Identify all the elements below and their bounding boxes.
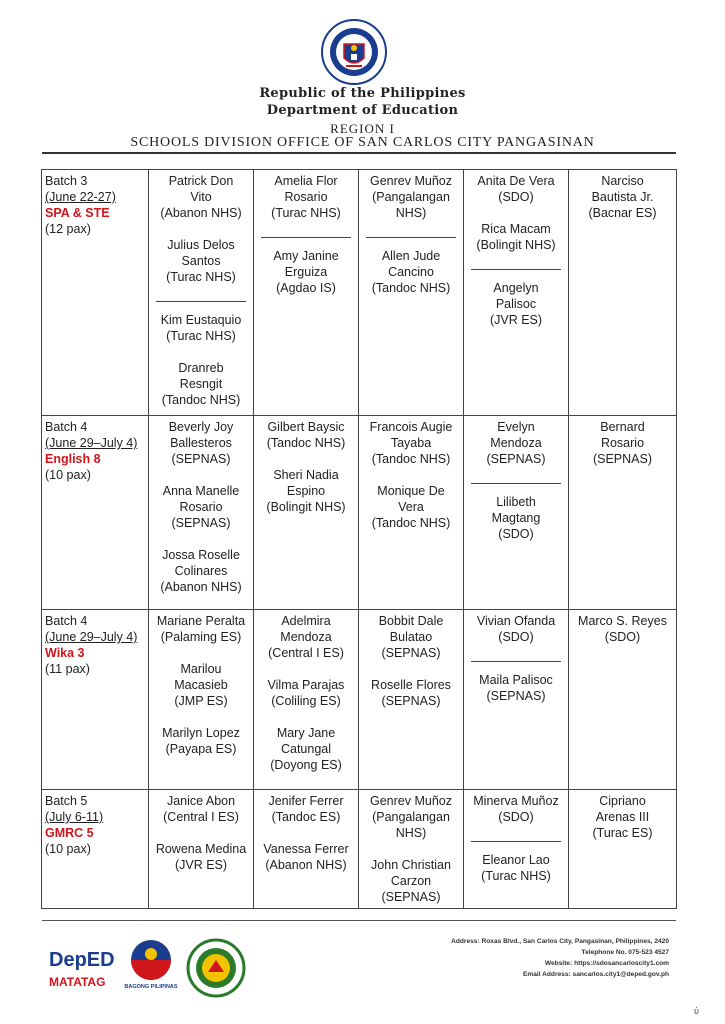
email-text: Email Address: sancarlos.city1@deped.gov.ph <box>522 971 669 978</box>
participant-line: Minerva Muñoz <box>473 794 559 808</box>
region-heading: REGION I <box>330 121 395 136</box>
batch-pax: (10 pax) <box>45 842 91 856</box>
participant-line: Rowena Medina <box>155 842 247 856</box>
participant-line: (Tandoc NHS) <box>266 436 346 450</box>
participant-entry <box>467 793 565 825</box>
participant-entry <box>257 677 355 709</box>
assignment-cell <box>464 170 569 416</box>
batch-dates: (June 29–July 4) <box>45 630 138 644</box>
participant-line: Genrev Muñoz <box>370 174 452 188</box>
assignment-cell <box>149 170 254 416</box>
batch-pax: (10 pax) <box>45 468 91 482</box>
assignment-cell <box>464 610 569 790</box>
participant-entry <box>467 280 565 328</box>
participant-line: Genrev Muñoz <box>370 794 452 808</box>
participant-line: (Pangalangan <box>372 810 450 824</box>
participant-line: Allen Jude <box>381 249 441 263</box>
participant-line: Maila Palisoc <box>479 673 553 687</box>
participant-entry <box>152 360 250 408</box>
cell-divider <box>261 237 351 238</box>
participant-line: (SEPNAS) <box>592 452 653 466</box>
participant-line: (JVR ES) <box>174 858 228 872</box>
participant-line: (Abanon NHS) <box>160 580 242 594</box>
batch-cell <box>42 610 149 790</box>
participant-line: (SDO) <box>604 630 641 644</box>
participant-line: Espino <box>286 484 326 498</box>
participant-line: Kim Eustaquio <box>160 313 242 327</box>
participant-line: Cipriano <box>599 794 646 808</box>
assignment-table <box>41 169 677 909</box>
participant-line: Anna Manelle <box>162 484 240 498</box>
participant-line: Rosario <box>284 190 328 204</box>
batch-cell <box>42 790 149 909</box>
participant-entry <box>152 841 250 873</box>
participant-entry <box>257 793 355 825</box>
participant-line: Arenas III <box>595 810 650 824</box>
participant-line: (Tandoc NHS) <box>371 452 451 466</box>
footer-rule <box>42 920 676 921</box>
department-heading: Department of Education <box>266 103 459 118</box>
batch-subject: English 8 <box>45 452 101 466</box>
telephone-text: Telephone No. 075-523 4527 <box>581 949 669 956</box>
participant-line: John Christian <box>371 858 451 872</box>
participant-line: (SEPNAS) <box>381 694 441 708</box>
participant-line: (SDO) <box>498 810 534 824</box>
participant-line: (SEPNAS) <box>486 689 546 703</box>
division-heading: SCHOOLS DIVISION OFFICE OF SAN CARLOS CITY PANGASINAN <box>130 135 595 150</box>
participant-entry <box>362 857 460 905</box>
participant-line: Vera <box>398 500 424 514</box>
batch-pax: (12 pax) <box>45 222 91 236</box>
participant-entry <box>572 613 673 645</box>
bagong-pilipinas-logo <box>124 938 179 990</box>
participant-entry <box>257 467 355 515</box>
batch-row <box>42 416 677 610</box>
participant-entry <box>152 237 250 285</box>
participant-entry <box>257 248 355 296</box>
participant-line: (Turac NHS) <box>481 869 551 883</box>
assignment-cell <box>569 790 677 909</box>
participant-line: Mendoza <box>280 630 332 644</box>
participant-entry <box>152 725 250 757</box>
participant-entry <box>152 661 250 709</box>
participant-line: Dranreb <box>178 361 224 375</box>
participant-line: Bulatao <box>389 630 433 644</box>
participant-line: (SDO) <box>498 527 534 541</box>
participant-line: Marco S. Reyes <box>578 614 667 628</box>
participant-line: (Abanon NHS) <box>265 858 347 872</box>
participant-entry <box>467 221 565 253</box>
participant-line: (Turac ES) <box>592 826 653 840</box>
participant-line: Rica Macam <box>481 222 551 236</box>
participant-entry <box>257 173 355 221</box>
participant-line: Anita De Vera <box>477 174 555 188</box>
participant-line: NHS) <box>395 826 427 840</box>
participant-line: Bautista Jr. <box>591 190 654 204</box>
participant-line: Janice Abon <box>166 794 236 808</box>
assignment-cell <box>149 790 254 909</box>
participant-entry <box>152 419 250 467</box>
participant-line: (Payapa ES) <box>165 742 237 756</box>
participant-entry <box>362 793 460 841</box>
participant-line: (Agdao IS) <box>276 281 336 295</box>
participant-line: (SDO) <box>498 190 534 204</box>
participant-line: Colinares <box>174 564 228 578</box>
participant-line: Gilbert Baysic <box>267 420 345 434</box>
participant-line: Resngit <box>179 377 223 391</box>
participant-line: Ballesteros <box>170 436 232 450</box>
participant-entry <box>152 613 250 645</box>
assignment-cell <box>464 790 569 909</box>
assignment-cell <box>569 610 677 790</box>
participant-entry <box>257 419 355 451</box>
batch-cell <box>42 416 149 610</box>
participant-entry <box>467 852 565 884</box>
batch-dates: (June 22-27) <box>45 190 116 204</box>
participant-line: Rosario <box>179 500 223 514</box>
participant-entry <box>572 793 673 841</box>
participant-line: Magtang <box>491 511 541 525</box>
participant-line: (Central I ES) <box>268 646 344 660</box>
participant-line: (JMP ES) <box>174 694 228 708</box>
batch-subject: Wika 3 <box>45 646 85 660</box>
participant-line: (JVR ES) <box>489 313 543 327</box>
participant-entry <box>467 672 565 704</box>
participant-line: Palisoc <box>495 297 537 311</box>
footer-address-block <box>451 936 669 980</box>
participant-line: Eleanor Lao <box>482 853 550 867</box>
participant-line: Mendoza <box>490 436 542 450</box>
participant-line: Rosario <box>600 436 645 450</box>
batch-pax: (11 pax) <box>45 662 90 676</box>
participant-entry <box>467 494 565 542</box>
participant-line: Evelyn <box>497 420 535 434</box>
participant-line: (Turac NHS) <box>271 206 341 220</box>
participant-line: Vanessa Ferrer <box>263 842 349 856</box>
participant-line: Vivian Ofanda <box>476 614 556 628</box>
assignment-cell <box>359 610 464 790</box>
participant-line: (Doyong ES) <box>270 758 342 772</box>
batch-subject: GMRC 5 <box>45 826 94 840</box>
participant-line: (Abanon NHS) <box>160 206 242 220</box>
participant-entry <box>362 173 460 221</box>
participant-line: Mary Jane <box>276 726 336 740</box>
assignment-cell <box>359 416 464 610</box>
participant-line: Marilyn Lopez <box>162 726 240 740</box>
participant-entry <box>257 613 355 661</box>
participant-entry <box>152 312 250 344</box>
participant-entry <box>572 419 673 467</box>
participant-entry <box>467 419 565 467</box>
cell-divider <box>471 269 561 270</box>
batch-label: Batch 5 <box>45 794 88 808</box>
participant-line: (Tandoc NHS) <box>161 393 241 407</box>
participant-line: Patrick Don <box>168 174 234 188</box>
participant-line: Julius Delos <box>167 238 235 252</box>
assignment-cell <box>359 790 464 909</box>
website-text: Website: https://sdosancarloscity1.com <box>544 960 669 967</box>
participant-entry <box>362 248 460 296</box>
participant-line: Vilma Parajas <box>267 678 345 692</box>
participant-line: Santos <box>181 254 221 268</box>
participant-line: (Tandoc NHS) <box>371 516 451 530</box>
participant-line: Carzon <box>390 874 432 888</box>
division-office-seal <box>186 938 246 998</box>
participant-line: Amy Janine <box>273 249 339 263</box>
participant-line: Angelyn <box>493 281 539 295</box>
address-text: Address: Roxas Blvd., San Carlos City, Pangasinan, Philippines, 2420 <box>451 938 669 945</box>
participant-line: (SEPNAS) <box>381 890 441 904</box>
participant-entry <box>467 173 565 205</box>
participant-line: (Palaming ES) <box>160 630 242 644</box>
participant-line: Sheri Nadia <box>273 468 339 482</box>
participant-entry <box>362 419 460 467</box>
assignment-cell <box>569 416 677 610</box>
participant-line: Macasieb <box>174 678 228 692</box>
participant-line: Cancino <box>388 265 434 279</box>
participant-entry <box>257 841 355 873</box>
matatag-wordmark: MATATAG <box>49 975 106 989</box>
participant-line: Adelmira <box>281 614 331 628</box>
assignment-cell <box>464 416 569 610</box>
deped-seal-logo <box>320 18 388 86</box>
participant-line: (SEPNAS) <box>171 452 231 466</box>
participant-line: Tayaba <box>390 436 432 450</box>
header-rule <box>42 152 676 154</box>
republic-heading: Republic of the Philippines <box>259 86 466 101</box>
bagong-pilipinas-text: BAGONG PILIPINAS <box>124 984 178 990</box>
participant-entry <box>152 793 250 825</box>
batch-dates: (June 29–July 4) <box>45 436 138 450</box>
participant-entry <box>467 613 565 645</box>
participant-line: (SDO) <box>498 630 534 644</box>
participant-entry <box>152 483 250 531</box>
participant-line: (SEPNAS) <box>486 452 546 466</box>
assignment-cell <box>254 416 359 610</box>
participant-line: Francois Augie <box>369 420 453 434</box>
participant-entry <box>362 677 460 709</box>
batch-cell <box>42 170 149 416</box>
participant-line: Bernard <box>600 420 645 434</box>
participant-line: (Coliling ES) <box>271 694 341 708</box>
participant-entry <box>152 173 250 221</box>
participant-entry <box>257 725 355 773</box>
participant-entry <box>572 173 673 221</box>
assignment-cell <box>149 610 254 790</box>
participant-line: Jenifer Ferrer <box>268 794 344 808</box>
participant-line: Jossa Roselle <box>162 548 240 562</box>
batch-row <box>42 790 677 909</box>
participant-line: (Pangalangan <box>372 190 450 204</box>
cell-divider <box>471 661 561 662</box>
participant-line: (Bacnar ES) <box>588 206 657 220</box>
assignment-cell <box>254 790 359 909</box>
participant-line: Roselle Flores <box>371 678 451 692</box>
participant-line: Beverly Joy <box>168 420 234 434</box>
participant-line: Vito <box>190 190 212 204</box>
participant-line: (SEPNAS) <box>171 516 231 530</box>
participant-line: (Tandoc ES) <box>271 810 341 824</box>
cell-divider <box>156 301 246 302</box>
batch-subject: SPA & STE <box>45 206 110 220</box>
participant-line: Erguiza <box>284 265 328 279</box>
participant-entry <box>362 613 460 661</box>
participant-line: Mariane Peralta <box>156 614 246 628</box>
participant-line: (SEPNAS) <box>381 646 441 660</box>
assignment-cell <box>569 170 677 416</box>
participant-line: Catungal <box>280 742 332 756</box>
participant-line: Monique De <box>377 484 445 498</box>
batch-label: Batch 4 <box>45 614 88 628</box>
participant-line: (Bolingit NHS) <box>266 500 346 514</box>
participant-line: Bobbit Dale <box>378 614 444 628</box>
participant-line: Narciso <box>601 174 644 188</box>
cell-divider <box>471 483 561 484</box>
assignment-cell <box>254 170 359 416</box>
participant-line: (Turac NHS) <box>166 270 236 284</box>
participant-line: (Turac NHS) <box>166 329 236 343</box>
batch-dates: (July 6-11) <box>45 810 104 824</box>
batch-label: Batch 4 <box>45 420 88 434</box>
assignment-cell <box>254 610 359 790</box>
participant-line: (Central I ES) <box>163 810 239 824</box>
batch-row <box>42 610 677 790</box>
assignment-cell <box>149 416 254 610</box>
deped-wordmark: DepED <box>49 949 115 971</box>
participant-line: (Bolingit NHS) <box>476 238 556 252</box>
batch-label: Batch 3 <box>45 174 88 188</box>
participant-line: Marilou <box>180 662 222 676</box>
assignment-cell <box>359 170 464 416</box>
batch-row <box>42 170 677 416</box>
participant-line: Lilibeth <box>496 495 536 509</box>
cell-divider <box>471 841 561 842</box>
cell-divider <box>366 237 456 238</box>
deped-matatag-logo <box>45 940 117 992</box>
participant-line: Amelia Flor <box>274 174 338 188</box>
participant-line: NHS) <box>395 206 427 220</box>
participant-entry <box>152 547 250 595</box>
participant-entry <box>362 483 460 531</box>
corner-mark: ὑ <box>694 1006 699 1016</box>
participant-line: (Tandoc NHS) <box>371 281 451 295</box>
